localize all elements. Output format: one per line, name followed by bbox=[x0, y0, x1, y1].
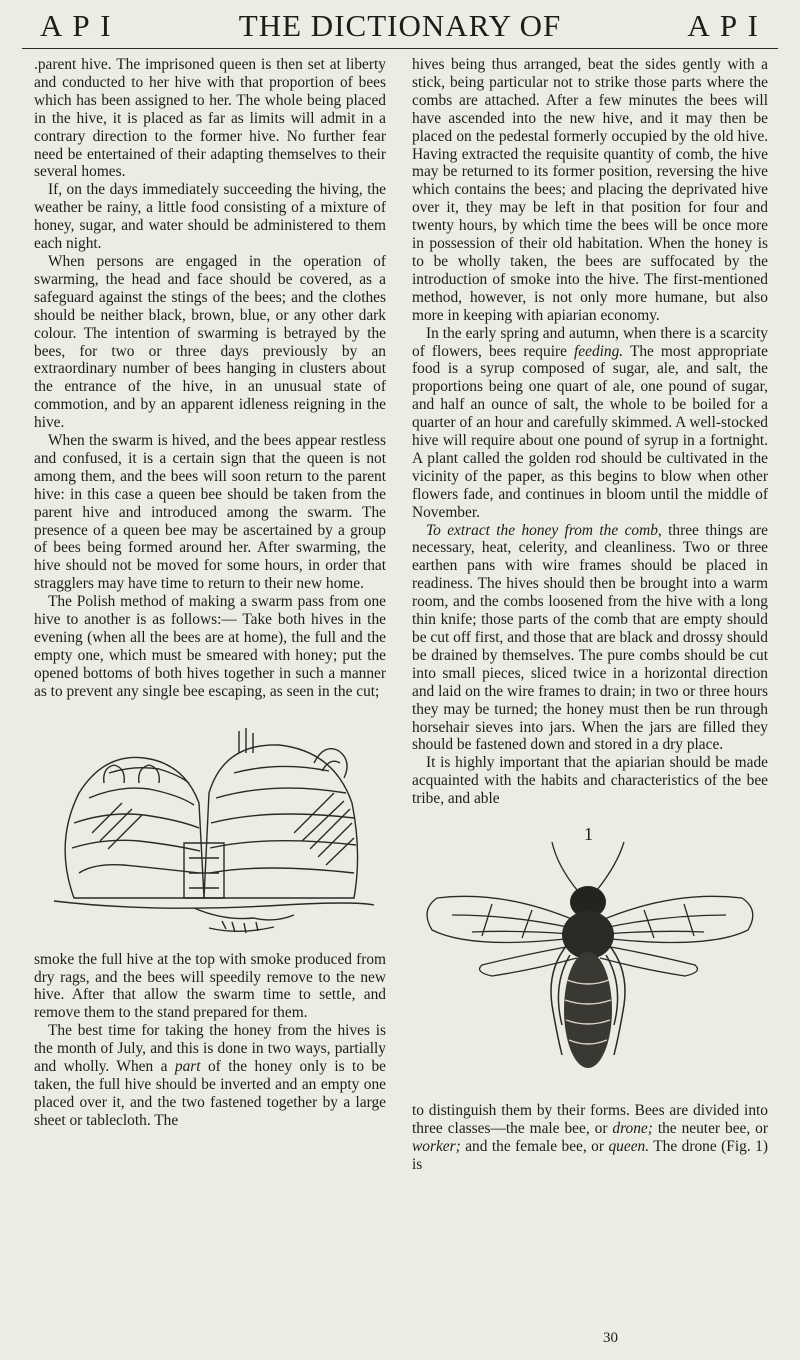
paragraph: smoke the full hive at the top with smoke produced from dry rags, and the bees will speedily remove to the new hive. After that allow the swarm time to settle, and remove them to the stand prepared for them. bbox=[34, 950, 386, 1022]
paragraph: When the swarm is hived, and the bees appear restless and confused, it is a certain sign that the queen is not among them, and the bees will soon return to the parent hive: in this case a queen bee should be taken from the parent hive and introduced among the swarm. The presence of a queen bee may be ascertained by a group of bees being formed around her. After swarming, the hive should not be moved for some hours, in order that stragglers may have time to return to their new home. bbox=[34, 432, 386, 593]
paragraph: In the early spring and autumn, when there is a scarcity of flowers, bees require feeding. The most appropriate food is a syrup composed of sugar, ale, and salt, the proportions being one quart of ale, one pound of sugar, and half an ounce of salt, the whole to be boiled for a quarter of an hour and carefully skimmed. A well-stocked hive will require about one pound of syrup in a fortnight. A plant called the golden rod should be cultivated in the vicinity of the paper, as this begins to blow when other flowers fade, and continues in bloom until the middle of November. bbox=[412, 324, 768, 521]
figure-number: 1 bbox=[584, 824, 593, 845]
paragraph: It is highly important that the apiarian should be made acquainted with the habits and characteristics of the bee tribe, and able bbox=[412, 754, 768, 808]
header-left-guideword: A P I bbox=[40, 8, 113, 43]
paragraph: to distinguish them by their forms. Bees are divided into three classes—the male bee, or drone; the neuter bee, or worker; and the female bee, or queen. The drone (Fig. 1) is bbox=[412, 1102, 768, 1173]
two-hives-engraving bbox=[34, 723, 386, 941]
paragraph: hives being thus arranged, beat the sides gently with a stick, being particular not to strike those parts where the combs are attached. After a few minutes the bees will have ascended into the new hive, and it may then be placed on the pedestal formerly occupied by the old hive. Having extracted the requisite quantity of comb, the hive may be returned to its former position, reversing the hive which contains the bees; and placing the deprivated hive over it, they may be left in that position for four and twenty hours, by which time the bees will be once more in possession of their old habitation. When the honey is to be wholly taken, the bees are suffocated by the introduction of smoke into the hive. The first-mentioned method, however, is not only more humane, but also more in keeping with apiarian economy. bbox=[412, 56, 768, 324]
header-right-guideword: A P I bbox=[687, 8, 760, 43]
paragraph: When persons are engaged in the operation of swarming, the head and face should be covered, as a safeguard against the stings of the bees; and the clothes should be neither black, brown, blue, or any other dark colour. The intention of swarming is betrayed by the bees, for two or three days previously by an extraordinary number of bees hanging in clusters about the entrance of the hive, in an unusual state of commotion, and by an apparent idleness reigning in the hive. bbox=[34, 252, 386, 432]
paragraph: .parent hive. The imprisoned queen is then set at liberty and conducted to her hive with that proportion of bees which has been assigned to her. The whole being placed in the hive, it is placed as far as limits will admit in a contrary direction to the former hive. No further fear need be entertained of their adapting themselves to their several homes. bbox=[34, 56, 386, 181]
emphasis: part bbox=[174, 1058, 201, 1076]
paragraph: If, on the days immediately succeeding the hiving, the weather be rainy, a little food consisting of a mixture of honey, sugar, and water should be administered to them each night. bbox=[34, 181, 386, 253]
bee-abdomen bbox=[564, 952, 612, 1068]
left-column bbox=[34, 56, 386, 1130]
emphasis: queen. bbox=[608, 1137, 650, 1155]
paragraph: The Polish method of making a swarm pass from one hive to another is as follows:— Take both hives in the evening (when all the bees are at home), the full and the empty one, which must be smeared with honey; put the opened bottoms of both hives together in such a manner as to prevent any single bee escaping, as seen in the cut; bbox=[34, 593, 386, 700]
drone-bee-illustration bbox=[412, 820, 768, 1098]
emphasis: feeding. bbox=[574, 342, 624, 360]
right-column bbox=[412, 56, 768, 1174]
drone-bee-engraving bbox=[412, 820, 768, 1098]
page-number: 30 bbox=[603, 1330, 618, 1346]
emphasis: To extract the honey from the comb, bbox=[426, 521, 662, 539]
header-title: THE DICTIONARY OF bbox=[238, 8, 562, 43]
running-header bbox=[22, 6, 778, 46]
header-rule bbox=[22, 48, 778, 49]
hive-transfer-illustration bbox=[34, 723, 386, 941]
emphasis: drone; bbox=[612, 1119, 653, 1137]
emphasis: worker; bbox=[412, 1137, 461, 1155]
paragraph: To extract the honey from the comb, three things are necessary, heat, celerity, and cleanliness. Two or three earthen pans with wire frames should be placed in readiness. The hives should then be brought into a warm room, and the combs loosened from the hive with a long thin knife; those parts of the comb that are empty should be cut off first, and those that are black and drossy should be drained by themselves. The pure combs should be cut into small pieces, sliced twice in a horizontal direction and laid on the wire frames to drain; in two or three hours they may be turned; the honey must then be run through horsehair sieves into jars. When the jars are filled they should be fastened down and stored in a dry place. bbox=[412, 521, 769, 754]
paragraph: The best time for taking the honey from the hives is the month of July, and this is done in two ways, partially and wholly. When a part of the honey only is to be taken, the full hive should be inverted and an empty one placed over it, and the two fastened together by a large sheet or tablecloth. The bbox=[34, 1022, 386, 1129]
